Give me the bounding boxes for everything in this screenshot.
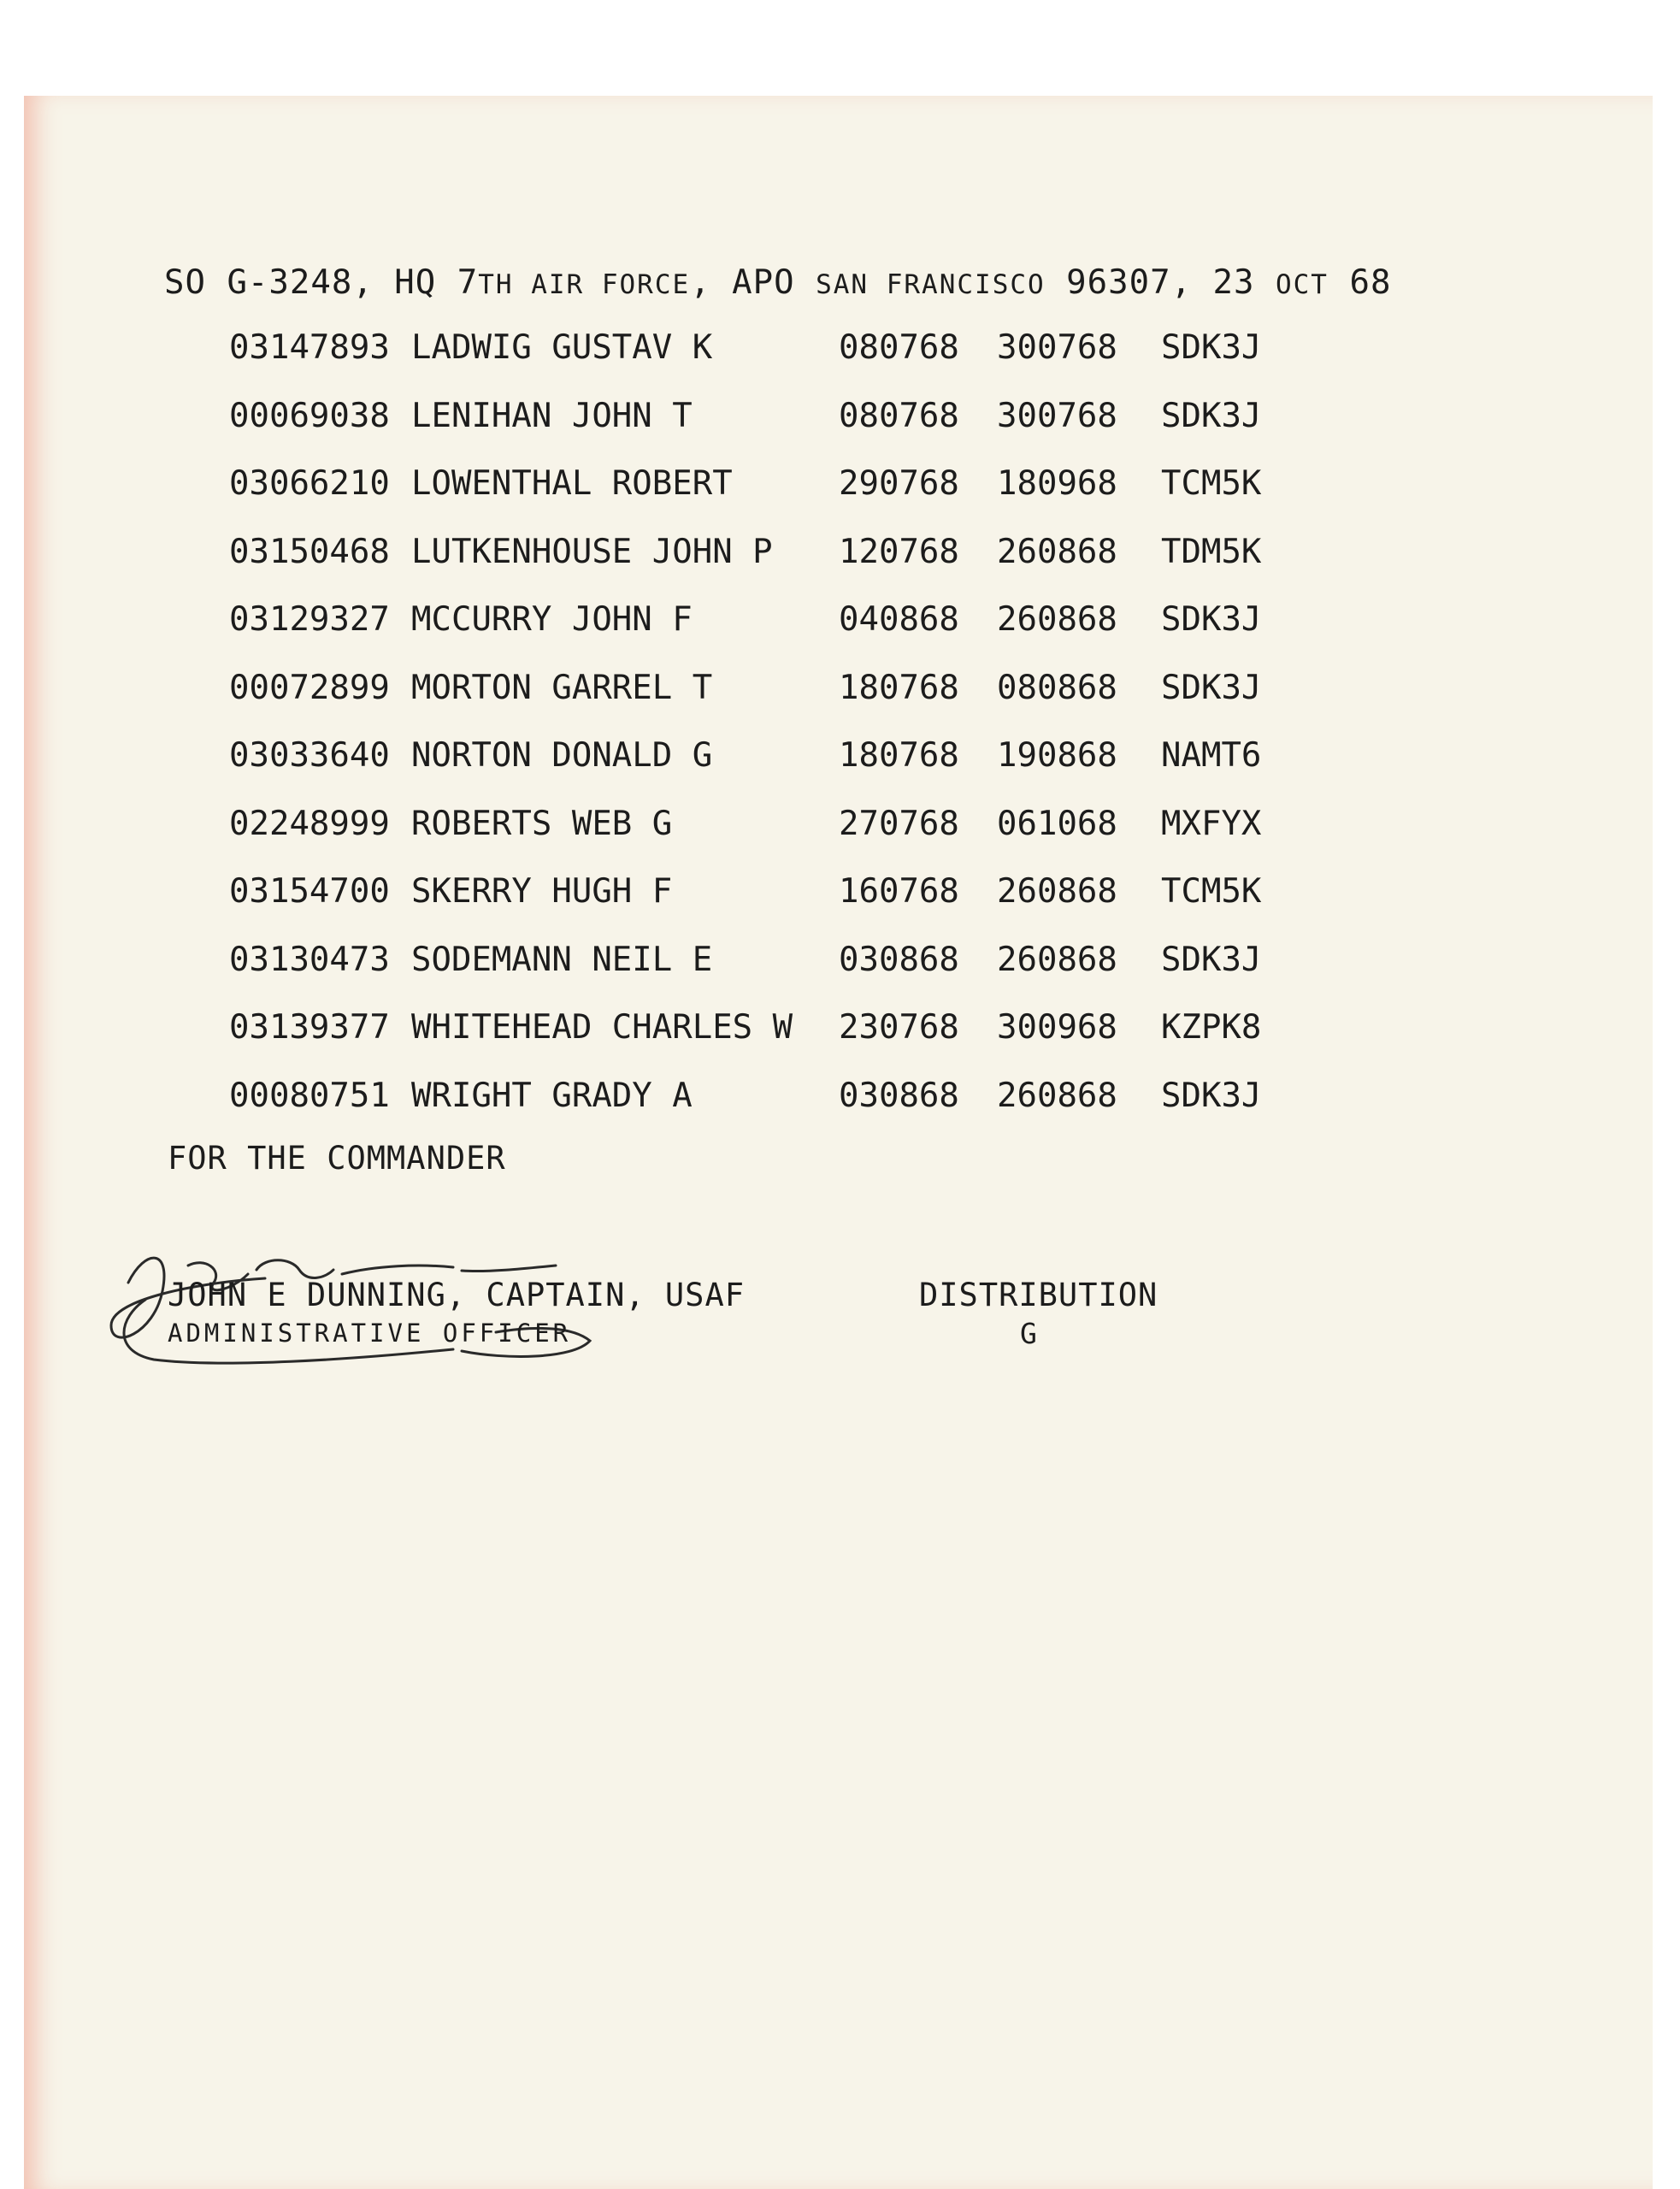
unit-code: TDM5K [1161,532,1262,571]
member-name: SODEMANN NEIL E [411,940,713,979]
member-name: WRIGHT GRADY A [411,1076,693,1115]
to-date: 260868 [997,872,1117,911]
member-name: NORTON DONALD G [411,736,713,775]
to-date: 260868 [997,600,1117,639]
unit-code: KZPK8 [1161,1008,1262,1047]
member-name: MORTON GARREL T [411,668,713,707]
header-part: SAN FRANCISCO [816,269,1046,300]
to-date: 061068 [997,804,1117,843]
service-number: 00072899 [229,668,390,707]
service-number: 03033640 [229,736,390,775]
unit-code: NAMT6 [1161,736,1262,775]
service-number: 00069038 [229,396,390,435]
service-number: 03154700 [229,872,390,911]
to-date: 300768 [997,396,1117,435]
to-date: 080868 [997,668,1117,707]
member-name: WHITEHEAD CHARLES W [411,1008,793,1047]
to-date: 190868 [997,736,1117,775]
unit-code: SDK3J [1161,396,1262,435]
unit-code: SDK3J [1161,1076,1262,1115]
service-number: 03139377 [229,1008,390,1047]
unit-code: SDK3J [1161,940,1262,979]
to-date: 300768 [997,328,1117,367]
header-part: TH AIR FORCE [478,269,691,300]
from-date: 030868 [839,940,959,979]
service-number: 03129327 [229,600,390,639]
to-date: 180968 [997,464,1117,503]
member-name: LUTKENHOUSE JOHN P [411,532,773,571]
document-page [24,96,1653,2189]
unit-code: SDK3J [1161,328,1262,367]
service-number: 00080751 [229,1076,390,1115]
header-part: 68 [1328,263,1392,302]
distribution-value: G [1020,1317,1037,1350]
to-date: 260868 [997,940,1117,979]
from-date: 270768 [839,804,959,843]
from-date: 290768 [839,464,959,503]
member-name: LOWENTHAL ROBERT [411,464,733,503]
service-number: 03147893 [229,328,390,367]
member-name: SKERRY HUGH F [411,872,673,911]
from-date: 080768 [839,328,959,367]
unit-code: TCM5K [1161,872,1262,911]
header-part: 96307, 23 [1045,263,1276,302]
from-date: 230768 [839,1008,959,1047]
from-date: 080768 [839,396,959,435]
unit-code: TCM5K [1161,464,1262,503]
from-date: 180768 [839,668,959,707]
to-date: 300968 [997,1008,1117,1047]
from-date: 120768 [839,532,959,571]
order-header [164,263,1391,302]
from-date: 030868 [839,1076,959,1115]
member-name: ROBERTS WEB G [411,804,673,843]
from-date: 180768 [839,736,959,775]
to-date: 260868 [997,1076,1117,1115]
unit-code: MXFYX [1161,804,1262,843]
member-name: MCCURRY JOHN F [411,600,693,639]
member-name: LADWIG GUSTAV K [411,328,713,367]
service-number: 03150468 [229,532,390,571]
from-date: 040868 [839,600,959,639]
header-part: SO G-3248, HQ 7 [164,263,479,302]
service-number: 03130473 [229,940,390,979]
service-number: 02248999 [229,804,390,843]
member-name: LENIHAN JOHN T [411,396,693,435]
from-date: 160768 [839,872,959,911]
header-part: , APO [690,263,816,302]
signatory-title: ADMINISTRATIVE OFFICER [168,1319,572,1348]
closing-line: FOR THE COMMANDER [168,1140,506,1177]
unit-code: SDK3J [1161,600,1262,639]
distribution-label: DISTRIBUTION [919,1277,1158,1313]
service-number: 03066210 [229,464,390,503]
unit-code: SDK3J [1161,668,1262,707]
header-part: OCT [1275,269,1329,300]
to-date: 260868 [997,532,1117,571]
signatory-name: JOHN E DUNNING, CAPTAIN, USAF [168,1277,746,1313]
